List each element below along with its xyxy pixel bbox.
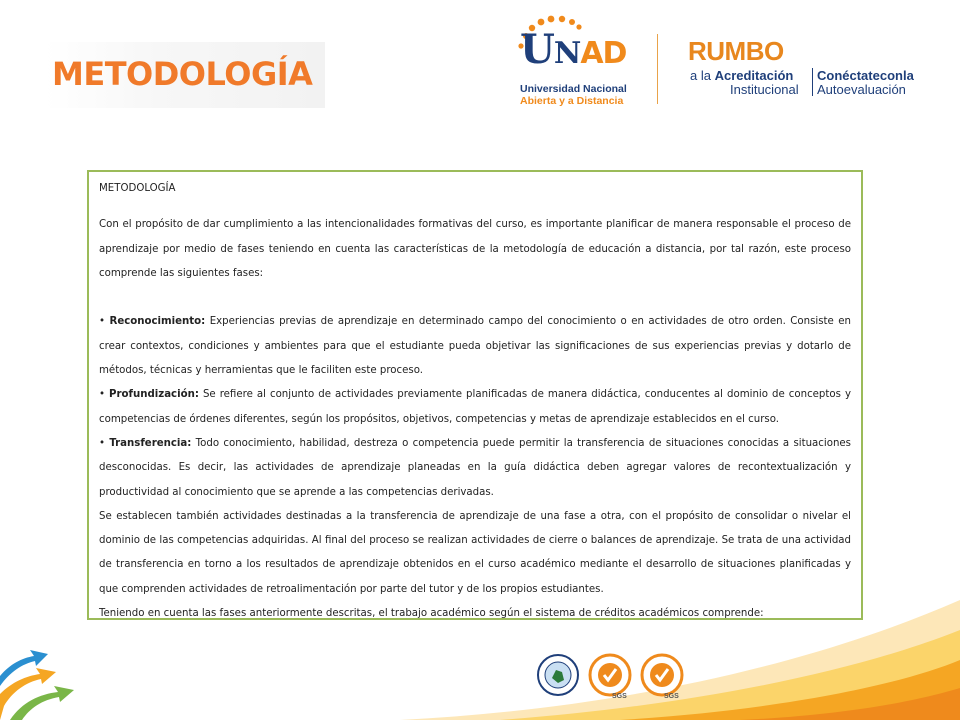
phase-text: Se refiere al conjunto de actividades previamente planificadas de manera didáctica, conducentes al dominio de conceptos y competencias de órdenes diferentes, según los propósitos, objetivos, competencias y metas de aprendizaje establecidos en el curso.: [99, 389, 851, 425]
unad-ad: AD: [580, 36, 627, 71]
unad-u: U: [520, 26, 554, 73]
conectate-line1: [817, 68, 914, 83]
rumbo-prefix: a la: [690, 68, 715, 83]
rumbo-divider: [812, 68, 813, 96]
unad-name-line2: Abierta y a Distancia: [520, 95, 624, 107]
logo-divider: [657, 34, 658, 104]
page-title: METODOLOGÍA: [52, 55, 313, 93]
arrows-logo-icon: [0, 636, 80, 720]
intro-paragraph: Con el propósito de dar cumplimiento a las intencionalidades formativas del curso, es importante planificar de manera responsable el proceso de aprendizaje por medio de fases teniendo en cuenta las características de la metodología de educación a distancia, por tal razón, este proceso comprende las siguientes fases:: [99, 219, 851, 279]
unad-logo: [520, 26, 626, 73]
spacer: [99, 286, 851, 310]
unad-name-line1: Universidad Nacional: [520, 83, 627, 95]
closing-paragraph-1: Se establecen también actividades destinadas a la transferencia de aprendizaje de una fase a otra, con el propósito de consolidar o nivelar el dominio de las competencias adquiridas. Al final del proceso se realizan actividades de cierre o balances de aprendizaje. Se trata de una actividad de transferencia en torno a los resultados de aprendizaje obtenidos en el curso académico mediante el desarrollo de situaciones planificadas y que comprenden actividades de retroalimentación por parte del tutor y de los propios estudiantes.: [99, 510, 851, 595]
bullet: •: [99, 389, 106, 401]
box-heading: METODOLOGÍA: [99, 183, 176, 194]
sgs-label-1: SGS: [612, 693, 627, 700]
phase-text: Experiencias previas de aprendizaje en determinado campo del conocimiento o en actividades de otro orden. Consiste en crear contextos, condiciones y ambientes para que el estudiante pueda objetivar las significaciones de sus experiencias previas y dotarlo de métodos, técnicas y herramientas que le faciliten este proceso.: [99, 316, 851, 377]
phase-name: Profundización:: [109, 389, 199, 401]
rumbo-acreditacion: Acreditación: [714, 68, 794, 83]
unad-n: N: [553, 36, 581, 71]
bullet: •: [99, 437, 106, 449]
conectate-bold: Conéctatecon: [817, 68, 903, 83]
phase-text: Todo conocimiento, habilidad, destreza o competencia puede permitir la transferencia de situaciones conocidas a situaciones desconocidas. Es decir, las actividades de aprendizaje planeadas en la guía didáctica deben agregar valores de recontextualización y productividad al conocimiento que se aprende a las competencias derivadas.: [99, 437, 851, 498]
sgs-label-2: SGS: [664, 693, 679, 700]
phase-name: Transferencia:: [109, 437, 192, 449]
conectate-line2: Autoevaluación: [817, 82, 906, 97]
closing-paragraph-2: Teniendo en cuenta las fases anteriormente descritas, el trabajo académico según el sistema de créditos académicos comprende:: [99, 608, 764, 620]
phase-reconocimiento: [99, 310, 851, 383]
rumbo-line1: [690, 68, 793, 83]
bullet: •: [99, 316, 106, 328]
spacer: [99, 201, 851, 213]
certification-seals-icon: [536, 650, 686, 700]
conectate-tail: la: [902, 68, 914, 83]
methodology-textbox: [87, 170, 863, 620]
phase-profundizacion: [99, 383, 851, 432]
rumbo-logo: RUMBO: [688, 36, 784, 66]
phase-name: Reconocimiento:: [109, 316, 206, 328]
rumbo-line2: Institucional: [730, 82, 799, 97]
decorative-swoosh: [0, 560, 960, 720]
phase-transferencia: [99, 432, 851, 505]
